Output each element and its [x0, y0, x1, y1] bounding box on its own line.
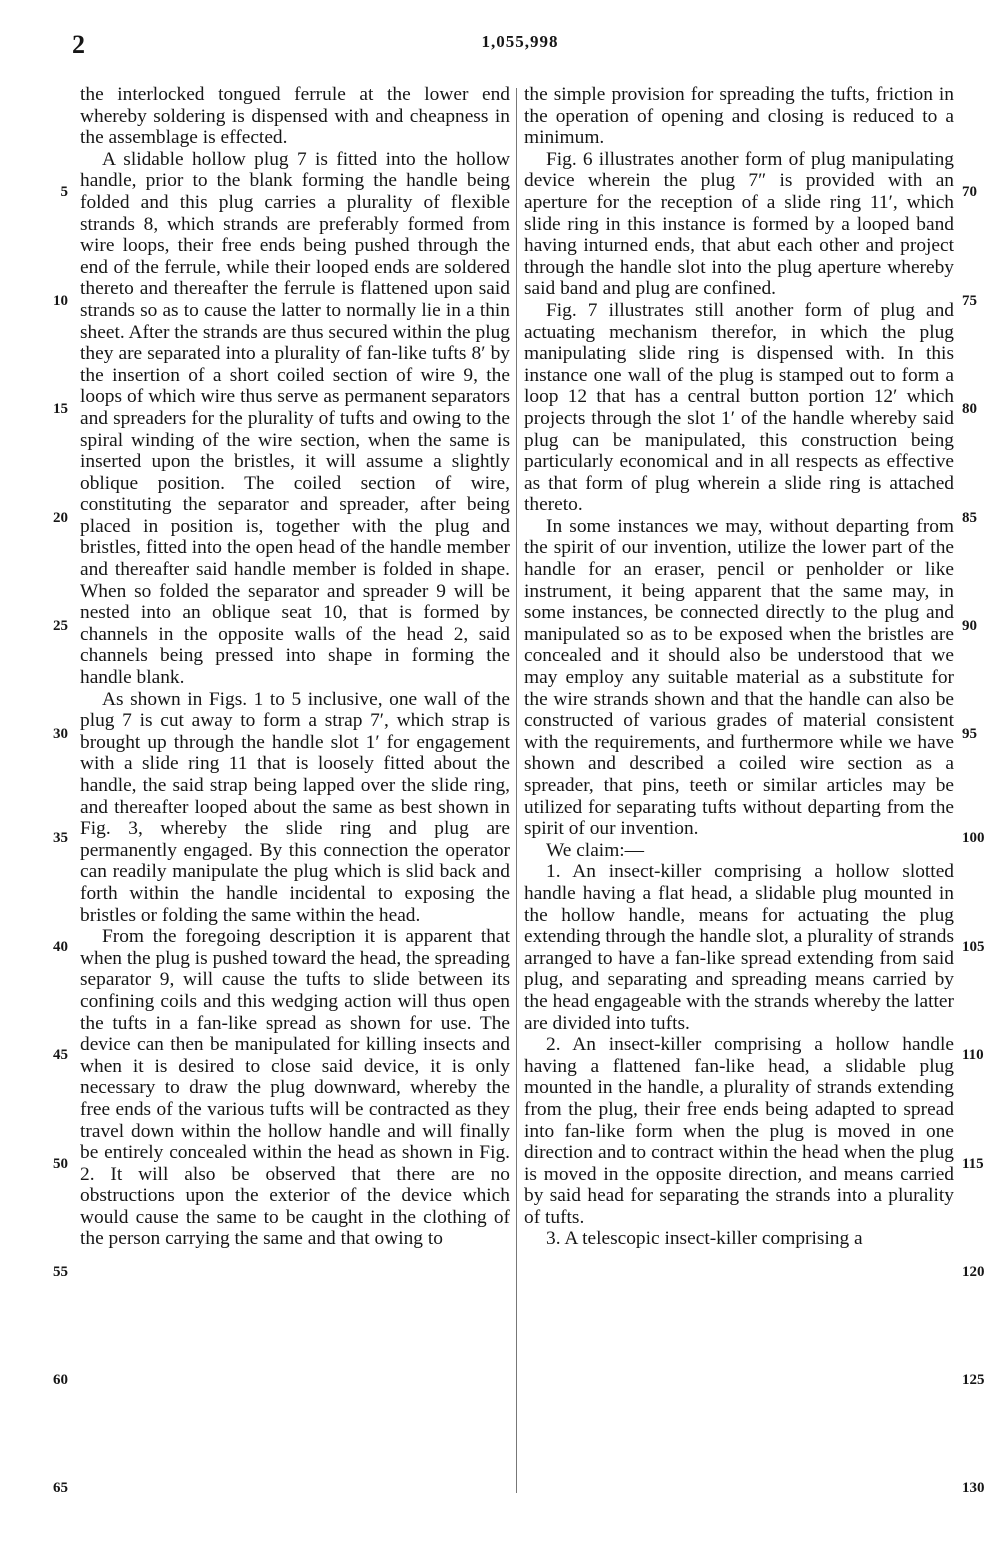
line-number: 125	[962, 1372, 985, 1388]
line-number: 55	[53, 1264, 68, 1280]
line-number: 30	[53, 726, 68, 742]
line-number: 130	[962, 1480, 985, 1496]
line-number: 65	[53, 1480, 68, 1496]
line-number: 10	[53, 293, 68, 309]
line-number: 95	[962, 726, 977, 742]
paragraph: We claim:—	[546, 839, 645, 861]
line-number: 25	[53, 618, 68, 634]
line-number: 40	[53, 939, 68, 955]
line-number: 105	[962, 939, 985, 955]
right-text-column	[524, 84, 954, 1250]
line-number: 75	[962, 293, 977, 309]
line-number: 45	[53, 1047, 68, 1063]
line-number: 115	[962, 1156, 984, 1172]
line-number: 110	[962, 1047, 984, 1063]
line-number: 35	[53, 830, 68, 846]
line-number: 90	[962, 618, 977, 634]
line-number: 20	[53, 510, 68, 526]
paragraph: In some instances we may, without departing from the spirit of our invention, utilize the lower part of the handle for an eraser, pencil or penholder or like instrument, it being apparent that the same may, in some instances, be connected directly to the plug and manipulated so as to be exposed when the bristles are concealed and it should also be understood that we may employ any suitable material as a substitute for the wire strands shown and that the handle can also be constructed of various grades of material consistent with the requirements, and furthermore while we have shown and described a coiled wire section as a spreader, that pins, teeth or similar articles may be utilized for separating tufts without departing from the spirit of our invention.	[524, 515, 954, 840]
patent-number: 1,055,998	[481, 32, 559, 51]
paragraph: the simple provision for spreading the tufts, friction in the operation of opening and closing is reduced to a minimum.	[524, 84, 954, 149]
paragraph: From the foregoing description it is apparent that when the plug is pushed toward the head, the spreading separator 9, will cause the tufts to slide between its confining coils and this wedging action will thus open the tufts in a fan-like spread as shown for use. The device can then be manipulated for killing insects and when it is desired to close said device, it is only necessary to draw the plug downward, whereby the free ends of the various tufts will be contracted as they travel down within the hollow handle and will finally be entirely concealed within the head as shown in Fig. 2. It will also be observed that there are no obstructions upon the exterior of the device which would cause the same to be caught in the clothing of the person carrying the same and that owing to	[80, 926, 510, 1250]
line-number: 60	[53, 1372, 68, 1388]
column-divider	[516, 88, 517, 1493]
line-number: 50	[53, 1156, 68, 1172]
paragraph: the interlocked tongued ferrule at the lower end whereby soldering is dispensed with and cheapness in the assemblage is effected.	[80, 84, 510, 149]
line-number: 15	[53, 401, 68, 417]
line-number: 80	[962, 401, 977, 417]
line-number: 5	[60, 184, 68, 200]
line-number: 120	[962, 1264, 985, 1280]
page-number: 2	[72, 30, 85, 59]
line-number: 85	[962, 510, 977, 526]
paragraph: As shown in Figs. 1 to 5 inclusive, one wall of the plug 7 is cut away to form a strap 7′, which strap is brought up through the handle slot 1′ for engagement with a slide ring 11 that is loosely fitted about the handle, the said strap being lapped over the slide ring, and thereafter looped about the same as best shown in Fig. 3, whereby the slide ring and plug are permanently engaged. By this connection the operator can readily manipulate the plug which is slid back and forth within the handle incidental to exposing the bristles or folding the same within the head.	[80, 688, 510, 926]
claim-paragraph: 1. An insect-killer comprising a hollow slotted handle having a flat head, a slidable plug mounted in the hollow handle, means for actuating the plug extending through the handle slot, a plurality of strands arranged to have a fan-like spread extending from said plug, and separating and spreading means carried by the head engageable with the strands whereby the latter are divided into tufts.	[524, 861, 954, 1034]
left-text-column	[80, 84, 510, 1250]
paragraph: Fig. 7 illustrates still another form of plug and actuating mechanism therefor, in which the plug manipulating slide ring is dispensed with. In this instance one wall of the plug is stamped out to form a loop 12 that has a central button portion 12′ which projects through the slot 1′ of the handle whereby said plug can be manipulated, this construction being particularly economical and in all respects as effective as that form of plug wherein a slide ring is attached thereto.	[524, 299, 954, 516]
paragraph: Fig. 6 illustrates another form of plug manipulating device wherein the plug 7″ is provided with an aperture for the reception of a slide ring 11′, which slide ring in this instance is formed by a looped band having inturned ends, that abut each other and project through the handle slot into the plug aperture whereby said band and plug are confined.	[524, 148, 954, 300]
claim-paragraph: 3. A telescopic insect-killer comprising a	[546, 1228, 863, 1250]
paragraph: A slidable hollow plug 7 is fitted into the hollow handle, prior to the blank forming the handle being folded and this plug carries a plurality of flexible strands 8, which strands are preferably formed from wire loops, their free ends being pushed through the end of the ferrule, while their looped ends are soldered thereto and thereafter the ferrule is flattened upon said strands so as to cause the latter to normally lie in a thin sheet. After the strands are thus secured within the plug they are separated into a plurality of fan-like tufts 8′ by the insertion of a short coiled section of wire 9, the loops of which wire thus serve as permanent separators and spreaders for the plurality of tufts and owing to the spiral winding of the wire section, when the same is inserted upon the bristles, it will assume a slightly oblique position. The coiled section of wire, constituting the separator and spreader, after being placed in position is, together with the plug and bristles, fitted into the open head of the handle member and thereafter said handle member is folded in shape. When so folded the separator and spreader 9 will be nested into an oblique seat 10, that is formed by channels in the opposite walls of the head 2, said channels being pressed into shape in forming the handle blank.	[80, 148, 510, 689]
line-number: 70	[962, 184, 977, 200]
line-number: 100	[962, 830, 985, 846]
claim-paragraph: 2. An insect-killer comprising a hollow handle having a flattened fan-like head, a slidable plug mounted in the handle, a plurality of strands extending from the plug, their free ends being adapted to spread into fan-like form when the plug is moved in one direction and to contract within the head when the plug is moved in the opposite direction, and means carried by said head for separating the strands into a plurality of tufts.	[524, 1034, 954, 1228]
